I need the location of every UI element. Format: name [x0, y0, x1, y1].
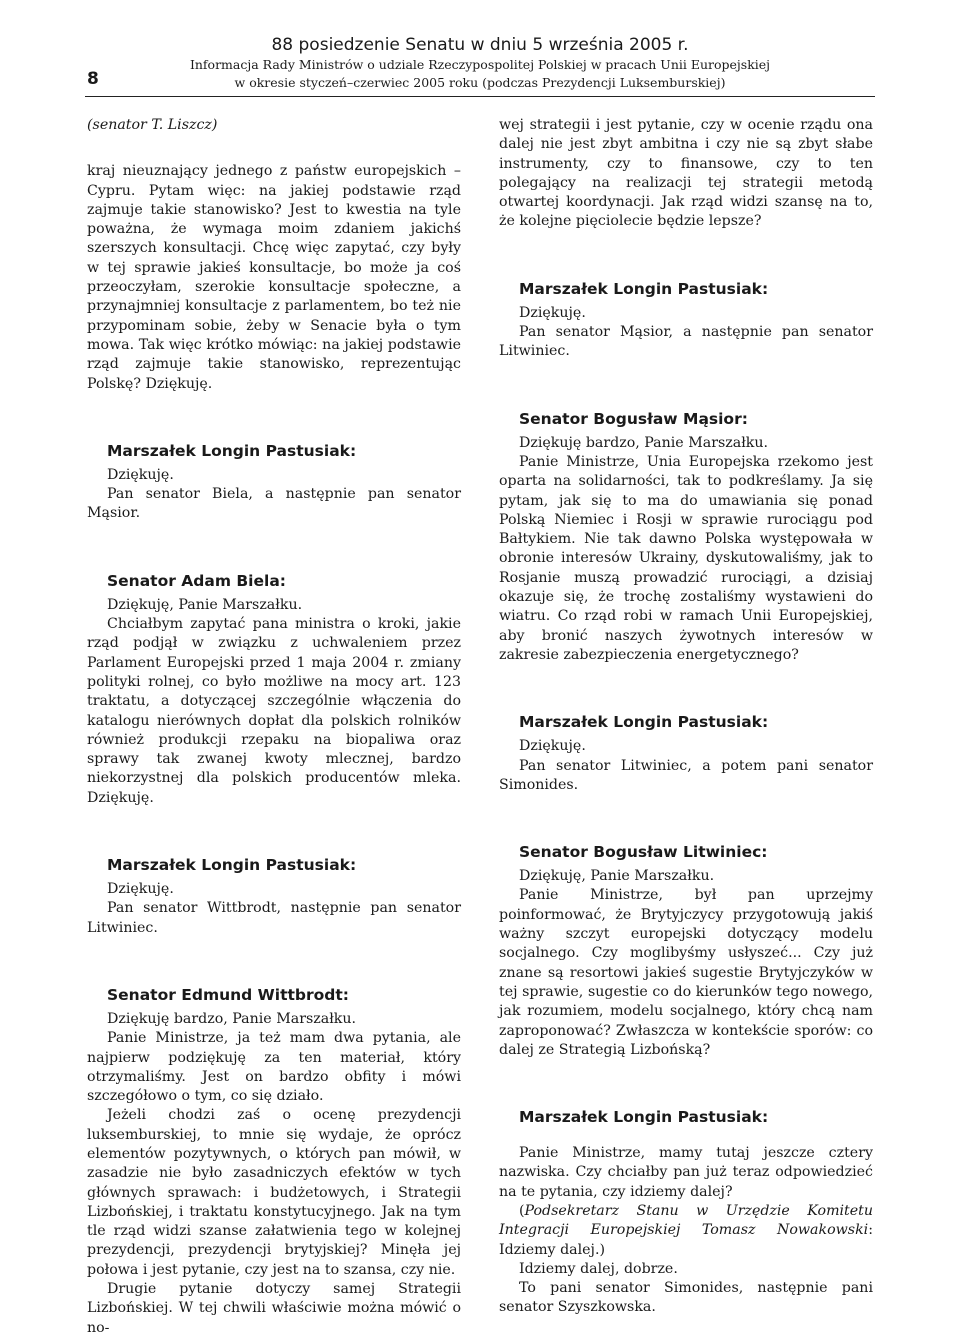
speaker-heading: Senator Bogusław Mąsior: — [519, 409, 748, 428]
speaker-heading: Marszałek Longin Pastusiak: — [519, 1108, 769, 1127]
paragraph: Pan senator Litwiniec, a potem pani senator Simonides. — [499, 757, 873, 793]
paragraph: Drugie pytanie dotyczy samej Strategii Lizbońskiej. W tej chwili właściwie można mówić o no- — [87, 1281, 461, 1336]
speaker-heading: Marszałek Longin Pastusiak: — [107, 856, 357, 875]
paragraph: Idziemy dalej, dobrze. — [519, 1260, 678, 1277]
speaker-heading: Marszałek Longin Pastusiak: — [519, 713, 769, 732]
note-speaker: Podsekretarz Stanu w Urzędzie Komitetu Integracji Europejskiej Tomasz Nowakowski — [499, 1202, 873, 1239]
left-column — [87, 116, 461, 1338]
speaker-heading: Marszałek Longin Pastusiak: — [107, 441, 357, 460]
paragraph: Panie Ministrze, był pan uprzejmy poinformować, że Brytyjczycy przygotowują jakiś ważny szczyt europejski dotyczący modelu socjalnego. Czy moglibyśmy usłyszeć... Czy już znane są resortowi jakieś sugestie Brytyjczyków w tej sprawie, sugestie co do kierunków tego nowego, jak rozumiem, modelu socjalnego, który chcą nam zaproponować? Zwłaszcza w kontekście sporów: co dalej ze Strategią Lizbońską? — [499, 887, 873, 1058]
paragraph: Pan senator Wittbrodt, następnie pan senator Litwiniec. — [87, 900, 461, 936]
note-open-paren: ( — [519, 1202, 525, 1219]
speaker-heading: Senator Adam Biela: — [107, 571, 286, 590]
page-number: 8 — [87, 69, 99, 89]
header-subtitle-2: w okresie styczeń–czerwiec 2005 roku (podczas Prezydencji Luksemburskiej) — [234, 75, 726, 90]
speaker-heading: Senator Bogusław Litwiniec: — [519, 843, 768, 862]
paragraph: kraj nieuznający jednego z państw europejskich – Cypru. Pytam więc: na jakiej podstawie rząd zajmuje takie stanowisko? Jest to kwestia na tyle poważna, że wymaga moim zdaniem jakichś szerszych konsultacji. Chcę więc zapytać, czy były w tej sprawie jakieś konsultacje, bo może ja coś przeoczyłam, szerokie konsultacje społeczne, a przynajmniej konsultacje z parlamentem, bo też nie przypominam sobie, żeby w Senacie była o tym mowa. Tak więc krótko mówiąc: na jakiej podstawie rząd zajmuje takie stanowisko, reprezentując Polskę? Dziękuję. — [87, 163, 461, 392]
paragraph: Pan senator Biela, a następnie pan senator Mąsior. — [87, 486, 461, 522]
paragraph: To pani senator Simonides, następnie pani senator Szyszkowska. — [499, 1280, 873, 1316]
paragraph: wej strategii i jest pytanie, czy w ocenie rządu ona dalej nie jest zbyt ambitna i czy nie są zbyt słabe instrumenty, czy to finansowe, czy to ten polegający na realizacji tej strategii metodą otwartej koordynacji. Jak rząd widzi szansę na to, że kolejne pięciolecie będzie lepsze? — [499, 117, 873, 230]
continuation-label: (senator T. Liszcz) — [87, 117, 218, 133]
paragraph: Panie Ministrze, Unia Europejska rzekomo jest oparta na solidarności, tak to podkreślamy. Ja się pytam, jak się to ma do umawiania się ponad Polską Niemiec i Rosji w sprawie rurociągu pod Bałtykiem. Nie tak dawno Polska występowała w obronie interesów Ukrainy, dyskutowaliśmy, jak to Rosjanie muszą prowadzić rurociągi, a dzisiaj okazuje się, że trochę zostaliśmy wystawieni do wiatru. Co rząd robi w ramach Unii Europejskiej, aby bronić naszych żywotnych interesów w zakresie zabezpieczenia energetycznego? — [499, 453, 873, 663]
paragraph: Dziękuję, Panie Marszałku. — [519, 868, 715, 885]
note-text: : Idziemy dalej.) — [499, 1222, 873, 1258]
paragraph: Dziękuję. — [519, 738, 586, 755]
right-column — [499, 116, 873, 1318]
paragraph: Dziękuję. — [107, 881, 174, 898]
paragraph: Dziękuję. — [519, 304, 586, 321]
paragraph: Panie Ministrze, mamy tutaj jeszcze cztery nazwiska. Czy chciałby pan już teraz odpowiedzieć na te pytania, czy idziemy dalej? — [499, 1145, 873, 1200]
paragraph: Dziękuję bardzo, Panie Marszałku. — [107, 1010, 357, 1027]
paragraph: Panie Ministrze, ja też mam dwa pytania, ale najpierw podziękuję za ten materiał, który otrzymaliśmy. Jest on bardzo obfity i mówi szczegółowo o tym, co się działo. — [87, 1030, 461, 1105]
speaker-heading: Marszałek Longin Pastusiak: — [519, 279, 769, 298]
paragraph: Dziękuję bardzo, Panie Marszałku. — [519, 434, 769, 451]
page-header — [85, 34, 875, 97]
speaker-heading: Senator Edmund Wittbrodt: — [107, 985, 349, 1004]
header-title: 88 posiedzenie Senatu w dniu 5 września 2005 r. — [271, 35, 689, 55]
header-subtitle-1: Informacja Rady Ministrów o udziale Rzeczypospolitej Polskiej w pracach Unii Europejskiej — [189, 57, 771, 72]
interjection-note — [499, 1202, 873, 1260]
paragraph: Dziękuję, Panie Marszałku. — [107, 596, 303, 613]
paragraph: Pan senator Mąsior, a następnie pan senator Litwiniec. — [499, 324, 873, 360]
paragraph: Chciałbym zapytać pana ministra o kroki, jakie rząd podjął w związku z uchwaleniem przez Parlament Europejski przed 1 maja 2004 r. zmiany polityki rolnej, co było możliwe na mocy art. 123 traktatu, a dotyczącej szczególnie włączenia do katalogu nierównych dopłat dla polskich rolników również produkcji rzepaku na biopaliwa oraz sprawy tak zwanej kwoty mlecznej, bardzo niekorzystnej dla polskich producentów mleka. Dziękuję. — [87, 616, 461, 806]
paragraph: Jeżeli chodzi zaś o ocenę prezydencji luksemburskiej, to mnie się wydaje, że oprócz elementów pozytywnych, o których pan mówił, w zasadzie nie było zasadniczych efektów w tych głównych sprawach: i budżetowych, i Strategii Lizbońskiej, i traktatu konstytucyjnego. Jak na tym tle rząd widzi szanse załatwienia tego w kolejnej prezydencji, prezydencji brytyjskiej? Minęła jej połowa i jest pytanie, czy jest na to szansa, czy nie. — [87, 1107, 461, 1278]
paragraph: Dziękuję. — [107, 466, 174, 483]
